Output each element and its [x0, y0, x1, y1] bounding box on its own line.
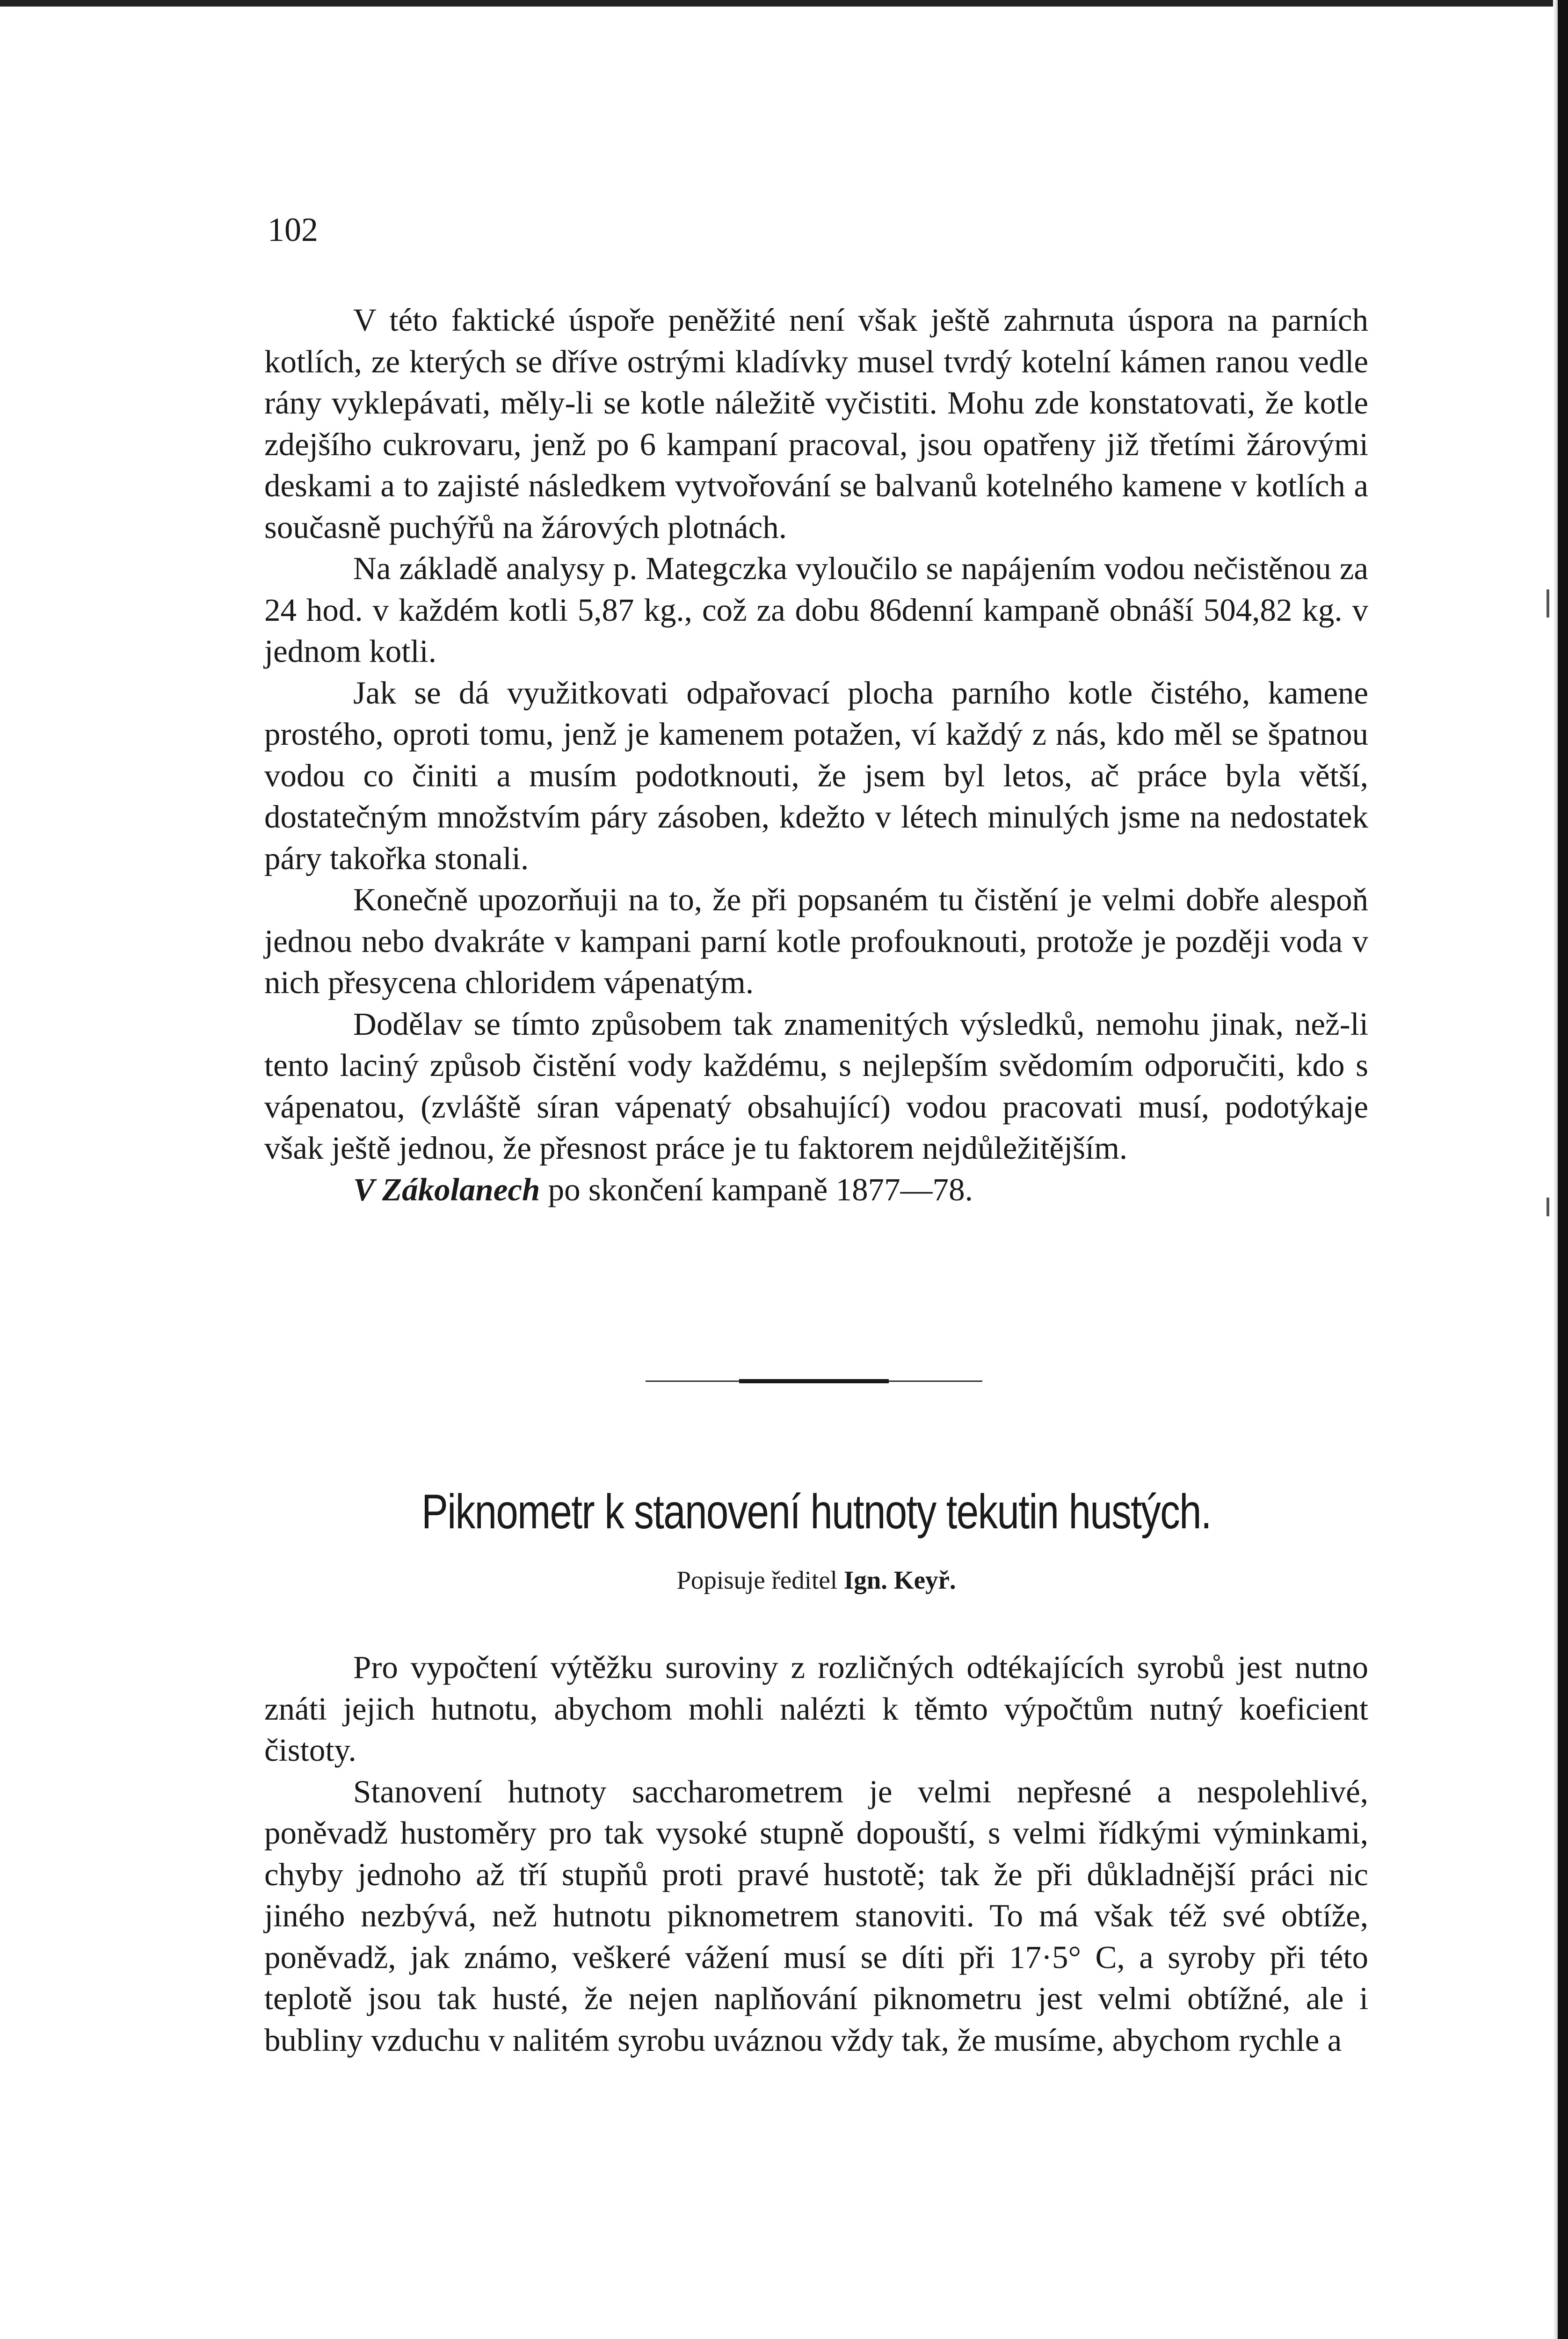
scan-top-edge — [0, 0, 1568, 7]
paragraph: Konečně upozorňuji na to, že při popsaném tu čistění je velmi dobře alespoň jednou nebo dvakráte v kampani parní kotle profouknouti, protože je později voda v nich přesycena chloridem vápenatým. — [264, 882, 1368, 1000]
article-byline — [264, 1567, 1368, 1593]
divider-thick-line — [739, 1379, 889, 1383]
paragraph: Na základě analysy p. Mategczka vyloučilo se napájením vodou nečistěnou za 24 hod. v každém kotli 5,87 kg., což za dobu 86denní kampaně obnáší 504,82 kg. v jednom kotli. — [264, 551, 1368, 669]
margin-mark — [1546, 589, 1549, 617]
scan-right-shadow — [1553, 0, 1558, 2339]
signoff — [264, 1169, 1368, 1211]
paragraph: Jak se dá využitkovati odpařovací plocha parního kotle čistého, kamene prostého, oproti tomu, jenž je kamenem potažen, ví každý z nás, kdo měl se špatnou vodou co činiti a musím podotknouti, že jsem byl letos, ač práce byla větší, dostatečným množstvím páry zásoben, kdežto v létech minulých jsme na nedostatek páry takořka stonali. — [264, 675, 1368, 876]
paragraph: Dodělav se tímto způsobem tak znamenitých výsledků, nemohu jinak, než-li tento laciný způsob čistění vody každému, s nejlepším svědomím odporučiti, kdo s vápenatou, (zvláště síran vápenatý obsahující) vodou pracovati musí, podotýkaje však ještě jednou, že přesnost práce je tu faktorem nejdůležitějším. — [264, 1006, 1368, 1166]
section-1-text — [264, 299, 1368, 1210]
signoff-place: V Zákolanech — [353, 1171, 540, 1207]
paragraph: V této faktické úspoře peněžité není však ještě zahrnuta úspora na parních kotlích, ze kterých se dříve ostrými kladívky musel tvrdý kotelní kámen ranou vedle rány vyklepávati, měly-li se kotle náležitě vyčistiti. Mohu zde konstatovati, že kotle zdejšího cukrovaru, jenž po 6 kampaní pracoval, jsou opatřeny již třetími žárovými deskami a to zajisté následkem vytvořování se balvanů kotelného kamene v kotlích a současně puchýřů na žárových plotnách. — [264, 302, 1368, 545]
section-divider — [646, 1377, 982, 1385]
paragraph: Pro vypočtení výtěžku suroviny z rozličných odtékajících syrobů jest nutno znáti jejich hutnotu, abychom mohli nalézti k těmto výpočtům nutný koeficient čistoty. — [264, 1649, 1368, 1768]
article-text — [264, 1647, 1368, 2061]
article-title: Piknometr k stanovení hutnoty tekutin hustých. — [421, 1485, 1211, 1539]
byline-prefix: Popisuje ředitel — [676, 1566, 844, 1594]
margin-mark — [1546, 1198, 1549, 1216]
scan-right-edge — [1558, 0, 1568, 2339]
paragraph: Stanovení hutnoty saccharometrem je velmi nepřesné a nespolehlivé, poněvadž hustoměry pro tak vysoké stupně dopouští, s velmi řídkými výminkami, chyby jednoho až tří stupňů proti pravé hustotě; tak že při důkladnější práci nic jiného nezbývá, než hutnotu piknometrem stanoviti. To má však též své obtíže, poněvadž, jak známo, veškeré vážení musí se díti při 17·5° C, a syroby při této teplotě jsou tak husté, že nejen naplňování piknometru jest velmi obtížné, ale i bubliny vzduchu v nalitém syrobu uváznou vždy tak, že musíme, abychom rychle a — [264, 1773, 1368, 2058]
byline-author: Ign. Keyř. — [843, 1566, 956, 1594]
page-number: 102 — [268, 211, 318, 248]
signoff-date: po skončení kampaně 1877—78. — [540, 1171, 973, 1207]
